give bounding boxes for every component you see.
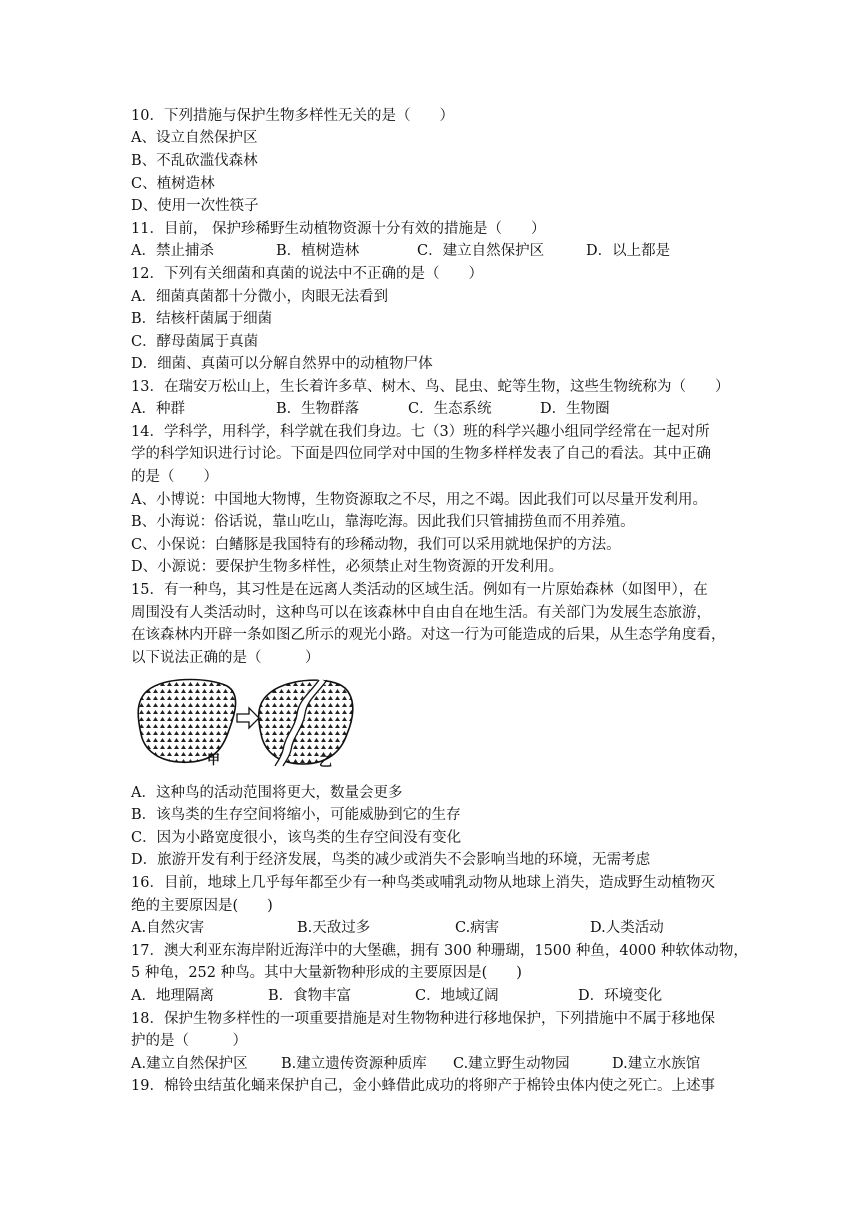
q11-option-b: B．植树造林	[276, 243, 360, 259]
q16-stem-line1: 16．目前，地球上几乎每年都至少有一种鸟类或哺乳动物从地球上消失，造成野生动植物灭	[131, 875, 715, 891]
q13-option-d: D．生物圈	[540, 401, 610, 417]
q12-option-d: D．细菌、真菌可以分解自然界中的动植物尸体	[131, 356, 433, 372]
q10-option-a: A、设立自然保护区	[131, 130, 258, 146]
q14-stem-line1: 14．学科学，用科学，科学就在我们身边。七（3）班的科学兴趣小组同学经常在一起对所	[131, 424, 710, 440]
q12-stem: 12．下列有关细菌和真菌的说法中不正确的是（ ）	[131, 266, 483, 282]
q15-option-c: C．因为小路宽度很小，该鸟类的生存空间没有变化	[131, 830, 462, 846]
q10-option-d: D、使用一次性筷子	[131, 198, 259, 214]
figure-label-jia: 甲	[207, 753, 221, 768]
q11-stem: 11．目前， 保护珍稀野生动植物资源十分有效的措施是（ ）	[131, 221, 546, 237]
q16-option-c: C.病害	[455, 920, 500, 936]
q18-option-b: B.建立遗传资源种质库	[281, 1056, 427, 1072]
q18-option-c: C.建立野生动物园	[453, 1056, 570, 1072]
q19-stem-line1: 19．棉铃虫结茧化蛹来保护自己，金小蜂借此成功的将卵产于棉铃虫体内使之死亡。上述事	[131, 1078, 715, 1094]
q15-option-a: A．这种鸟的活动范围将更大，数量会更多	[131, 785, 403, 801]
q18-option-d: D.建立水族馆	[612, 1056, 701, 1072]
figure-label-yi: 乙	[319, 755, 333, 770]
q17-stem-line1: 17．澳大利亚东海岸附近海洋中的大堡礁，拥有 300 种珊瑚，1500 种鱼，4000 种软体动物，	[131, 943, 748, 959]
q14-option-b: B、小海说：俗话说，靠山吃山，靠海吃海。因此我们只管捕捞鱼而不用养殖。	[131, 514, 635, 530]
q11-option-a: A．禁止捕杀	[131, 243, 214, 259]
q17-option-d: D．环境变化	[578, 988, 663, 1004]
q12-option-a: A．细菌真菌都十分微小，肉眼无法看到	[131, 289, 388, 305]
q13-option-c: C．生态系统	[408, 401, 492, 417]
q11-option-c: C．建立自然保护区	[417, 243, 545, 259]
q10-option-b: B、不乱砍滥伐森林	[131, 153, 258, 169]
q16-option-d: D.人类活动	[590, 920, 664, 936]
q18-stem-line2: 护的是（ ）	[131, 1033, 247, 1049]
q15-option-d: D．旅游开发有利于经济发展，鸟类的减少或消失不会影响当地的环境，无需考虑	[131, 852, 651, 868]
q15-stem-line2: 周围没有人类活动时，这种鸟可以在该森林中自由自在地生活。有关部门为发展生态旅游，	[131, 605, 711, 621]
q13-option-b: B．生物群落	[276, 401, 360, 417]
q14-option-d: D、小源说：要保护生物多样性，必须禁止对生物资源的开发利用。	[131, 559, 564, 575]
q16-option-b: B.天敌过多	[297, 920, 371, 936]
q13-option-a: A．种群	[131, 401, 185, 417]
q17-option-b: B．食物丰富	[268, 988, 352, 1004]
q15-stem-line3: 在该森林内开辟一条如图乙所示的观光小路。对这一行为可能造成的后果，从生态学角度看，	[131, 627, 726, 643]
q12-option-c: C．酵母菌属于真菌	[131, 334, 259, 350]
forest-left-shape	[138, 680, 235, 763]
q10-option-c: C、植树造林	[131, 176, 215, 192]
q13-stem: 13．在瑞安万松山上，生长着许多草、树木、鸟、昆虫、蛇等生物，这些生物统称为（ ）	[131, 379, 730, 395]
forest-right-shape	[259, 680, 353, 764]
q17-option-a: A．地理隔离	[131, 988, 214, 1004]
q14-option-c: C、小保说：白鳍豚是我国特有的珍稀动物，我们可以采用就地保护的方法。	[131, 537, 621, 553]
q16-option-a: A.自然灾害	[131, 920, 205, 936]
q15-stem-line4: 以下说法正确的是（ ）	[131, 650, 320, 666]
q10-stem: 10．下列措施与保护生物多样性无关的是（ ）	[131, 108, 454, 124]
q14-stem-line3: 的是（ ）	[131, 469, 218, 485]
q11-option-d: D．以上都是	[586, 243, 671, 259]
forest-diagram	[131, 674, 355, 774]
q15-option-b: B．该鸟类的生存空间将缩小，可能威胁到它的生存	[131, 807, 461, 823]
q12-option-b: B．结核杆菌属于细菌	[131, 311, 273, 327]
q17-stem-line2: 5 种龟，252 种鸟。其中大量新物种形成的主要原因是( )	[131, 965, 522, 981]
q14-stem-line2: 学的科学知识进行讨论。下面是四位同学对中国的生物多样样发表了自己的看法。其中正确	[131, 446, 711, 462]
q14-option-a: A、小博说：中国地大物博，生物资源取之不尽，用之不竭。因此我们可以尽量开发利用。	[131, 492, 707, 508]
q16-stem-line2: 绝的主要原因是( )	[131, 898, 273, 914]
q18-option-a: A.建立自然保护区	[131, 1056, 248, 1072]
q17-option-c: C．地域辽阔	[415, 988, 499, 1004]
arrow-icon	[237, 708, 259, 728]
q15-forest-figure	[131, 674, 355, 774]
q18-stem-line1: 18．保护生物多样性的一项重要措施是对生物物种进行移地保护，下列措施中不属于移地保	[131, 1011, 715, 1027]
q15-stem-line1: 15．有一种鸟，其习性是在远离人类活动的区域生活。例如有一片原始森林（如图甲），在	[131, 582, 708, 598]
